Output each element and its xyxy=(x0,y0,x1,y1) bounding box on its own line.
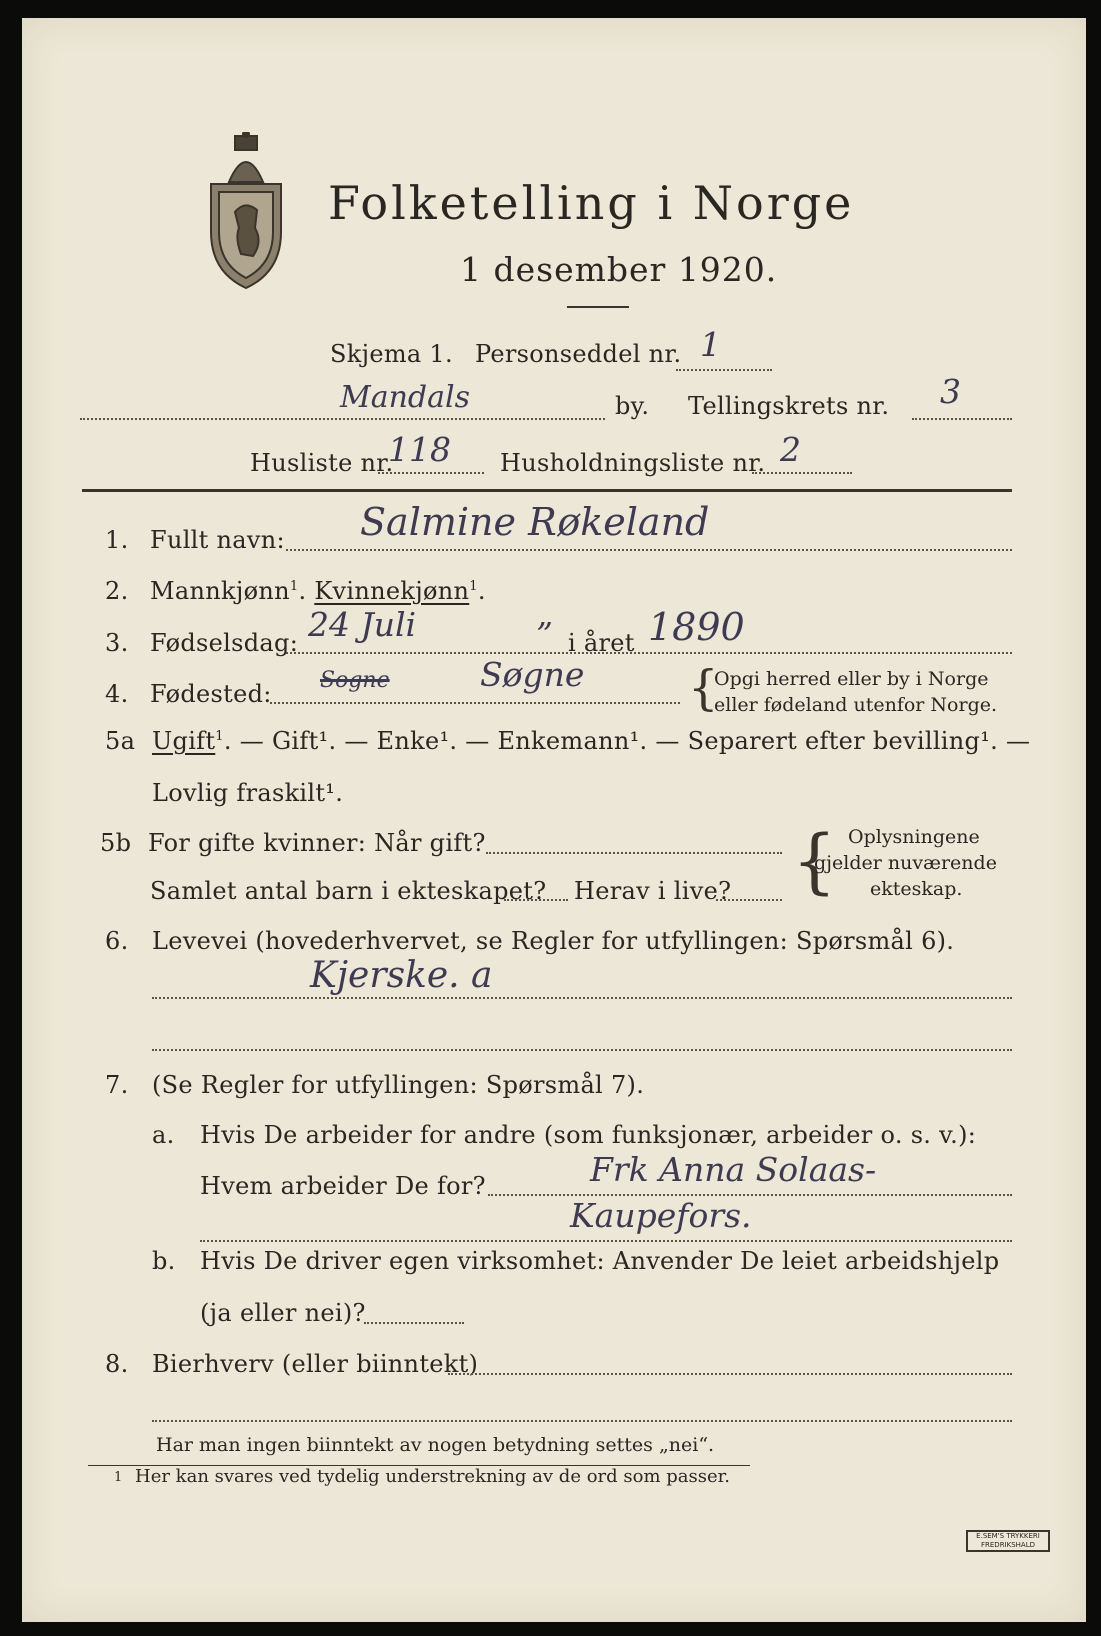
city-line xyxy=(80,418,605,420)
q6-line-2 xyxy=(152,1049,1012,1051)
tellingskrets-value[interactable]: 3 xyxy=(940,372,961,411)
q8-number: 8. xyxy=(105,1350,129,1378)
q7b-letter: b. xyxy=(152,1247,176,1275)
footnote-number: 1 xyxy=(114,1470,123,1485)
city-label: by. xyxy=(615,392,650,420)
q4-number: 4. xyxy=(105,680,129,708)
census-date: 1 desember 1920. xyxy=(460,250,778,289)
q5b-brace: { xyxy=(792,820,837,902)
birthday-ditto: ” xyxy=(536,615,553,654)
q1-label: Fullt navn: xyxy=(150,526,285,554)
q5b-alive-line xyxy=(716,899,782,901)
tellingskrets-line xyxy=(912,418,1012,420)
q3-number: 3. xyxy=(105,629,129,657)
q4-line xyxy=(270,702,680,704)
husliste-line xyxy=(378,472,484,474)
q5b-children-line xyxy=(504,899,568,901)
q2-number: 2. xyxy=(105,577,129,605)
q7b-line xyxy=(364,1322,464,1324)
husholdning-line xyxy=(752,472,852,474)
birthday-value[interactable]: 24 Juli xyxy=(308,605,417,644)
q5b-label-alive: Herav i live? xyxy=(574,877,732,905)
unmarried-option[interactable]: Ugift xyxy=(152,727,216,755)
q7b-label: Hvis De driver egen virksomhet: Anvender De leiet arbeidshjelp xyxy=(200,1247,1000,1275)
q4-label: Fødested: xyxy=(150,680,272,708)
q7-label: (Se Regler for utfyllingen: Spørsmål 7). xyxy=(152,1071,645,1099)
q1-line xyxy=(286,549,1012,551)
q6-line-1 xyxy=(152,997,1012,999)
tellingskrets-label: Tellingskrets nr. xyxy=(688,392,890,420)
q4-brace: { xyxy=(688,660,719,716)
female-option[interactable]: Kvinnekjønn xyxy=(314,577,470,605)
husholdning-value[interactable]: 2 xyxy=(780,430,801,469)
employer-value[interactable]: Frk Anna Solaas- xyxy=(590,1150,877,1189)
male-option[interactable]: Mannkjønn xyxy=(150,577,290,605)
q5b-note-1: Oplysningene xyxy=(848,826,980,848)
personseddel-line xyxy=(676,369,772,371)
q7-number: 7. xyxy=(105,1071,129,1099)
divorced-option[interactable]: Lovlig fraskilt¹. xyxy=(152,779,344,807)
footnote-text: Her kan svares ved tydelig understrekning av de ord som passer. xyxy=(135,1466,730,1487)
title-divider xyxy=(567,306,629,308)
header-rule xyxy=(82,489,1012,492)
q8-line-1 xyxy=(448,1373,1012,1375)
q5a-options: Ugift$^1$. — Gift¹. — Enke¹. — Enkemann¹. — Separert efter bevilling¹. — xyxy=(152,727,1031,755)
printer-mark: E.SEM'S TRYKKERI FREDRIKSHALD xyxy=(966,1530,1050,1552)
q8-note: Har man ingen biinntekt av nogen betydning settes „nei“. xyxy=(156,1434,715,1456)
q7a-label: Hvis De arbeider for andre (som funksjonær, arbeider o. s. v.): xyxy=(200,1121,977,1149)
q7a-label-employer: Hvem arbeider De for? xyxy=(200,1172,486,1200)
q5b-note-2: gjelder nuværende xyxy=(814,852,997,874)
skjema-label: Skjema 1. xyxy=(330,340,453,368)
birth-year-value[interactable]: 1890 xyxy=(648,605,745,649)
employer-value-2[interactable]: Kaupefors. xyxy=(570,1196,752,1235)
husliste-value[interactable]: 118 xyxy=(388,430,451,469)
q2-options: Mannkjønn$^1$. Kvinnekjønn$^1$. xyxy=(150,577,486,605)
q3-line xyxy=(286,652,1012,654)
husliste-label: Husliste nr. xyxy=(250,449,394,477)
q3-label: Fødselsdag: xyxy=(150,629,299,657)
q5b-married-line xyxy=(486,852,782,854)
form-title: Folketelling i Norge xyxy=(328,176,855,230)
q8-line-2 xyxy=(152,1420,1012,1422)
q4-note-2: eller fødeland utenfor Norge. xyxy=(714,694,998,716)
birthplace-value[interactable]: Søgne xyxy=(480,655,585,694)
q5a-number: 5a xyxy=(105,727,136,755)
marital-other-options[interactable]: . — Gift¹. — Enke¹. — Enkemann¹. — Separert efter bevilling¹. — xyxy=(223,727,1031,755)
q5b-label-children: Samlet antal barn i ekteskapet? xyxy=(150,877,547,905)
year-label: i året xyxy=(568,629,635,657)
q5b-label-married: For gifte kvinner: Når gift? xyxy=(148,829,486,857)
q8-label: Bierhverv (eller biinntekt) xyxy=(152,1350,479,1378)
q7a-line-2 xyxy=(200,1240,1012,1242)
occupation-value[interactable]: Kjerske. a xyxy=(310,955,493,996)
full-name-value[interactable]: Salmine Røkeland xyxy=(360,500,710,544)
q4-note-1: Opgi herred eller by i Norge xyxy=(714,668,989,690)
husholdning-label: Husholdningsliste nr. xyxy=(500,449,766,477)
birthplace-struck: Sogne xyxy=(320,668,390,693)
q1-number: 1. xyxy=(105,526,129,554)
q5b-note-3: ekteskap. xyxy=(870,878,963,900)
coat-of-arms-icon xyxy=(205,132,287,292)
q6-label: Levevei (hovederhvervet, se Regler for utfyllingen: Spørsmål 6). xyxy=(152,927,955,955)
city-value[interactable]: Mandals xyxy=(340,380,471,415)
personseddel-value[interactable]: 1 xyxy=(700,325,721,364)
personseddel-label: Personseddel nr. xyxy=(475,340,682,368)
q7a-letter: a. xyxy=(152,1121,175,1149)
q7b-label-2: (ja eller nei)? xyxy=(200,1299,366,1327)
q6-number: 6. xyxy=(105,927,129,955)
q5b-number: 5b xyxy=(100,829,132,857)
